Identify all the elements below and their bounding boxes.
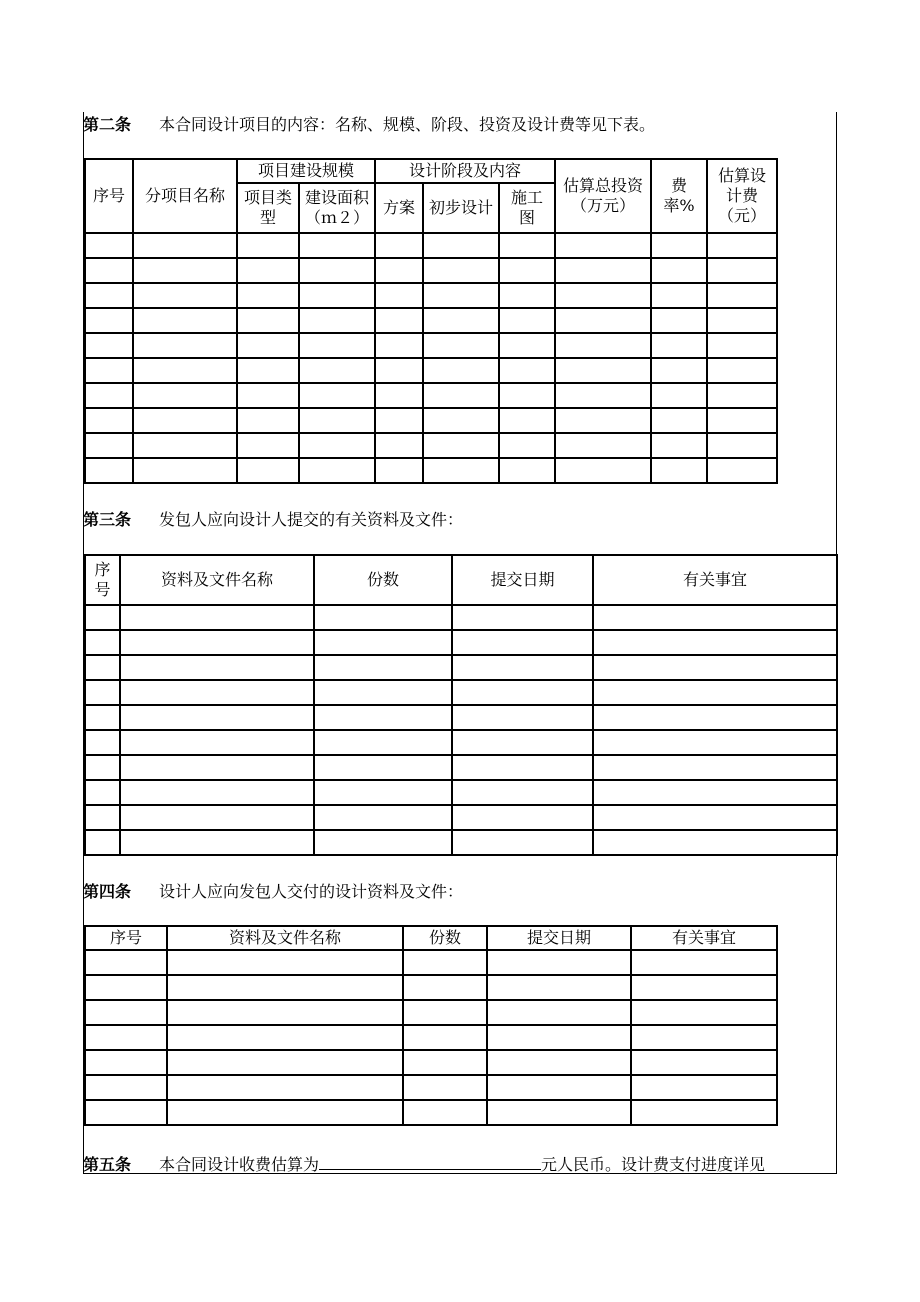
table-row — [85, 383, 777, 408]
header-copies: 份数 — [403, 926, 487, 950]
client-documents-table — [84, 554, 838, 856]
table-row — [85, 358, 777, 383]
article-2-text: 本合同设计项目的内容：名称、规模、阶段、投资及设计费等见下表。 — [159, 115, 656, 134]
header-remarks: 有关事宜 — [631, 926, 777, 950]
fee-amount-blank — [319, 1152, 541, 1170]
table-row — [85, 308, 777, 333]
table-row — [85, 730, 837, 755]
table-row — [85, 1050, 777, 1075]
article-2-heading — [83, 115, 655, 135]
header-rate: 费 率% — [651, 159, 707, 233]
header-design-fee: 估算设计费（元） — [707, 159, 777, 233]
designer-documents-table — [84, 925, 778, 1126]
table-row — [85, 283, 777, 308]
header-stage-group: 设计阶段及内容 — [375, 159, 555, 183]
article-4-heading — [83, 882, 463, 902]
article-5-text-after: 元人民币。设计费支付进度详见 — [541, 1155, 766, 1174]
article-5-number: 第五条 — [83, 1155, 132, 1174]
header-construction-drawing: 施工图 — [499, 183, 555, 233]
table-row — [85, 1000, 777, 1025]
table-row — [85, 458, 777, 483]
table-row — [85, 705, 837, 730]
article-3-heading — [83, 510, 463, 530]
article-3-text: 发包人应向设计人提交的有关资料及文件： — [159, 510, 464, 529]
header-seq: 序号 — [85, 555, 120, 605]
header-submit-date: 提交日期 — [487, 926, 631, 950]
table-row — [85, 780, 837, 805]
header-copies: 份数 — [314, 555, 452, 605]
table-row — [85, 408, 777, 433]
article-4-number: 第四条 — [83, 882, 132, 901]
header-item-name: 分项目名称 — [133, 159, 237, 233]
header-investment: 估算总投资（万元） — [555, 159, 651, 233]
header-seq: 序号 — [85, 926, 167, 950]
article-4-text: 设计人应向发包人交付的设计资料及文件： — [159, 882, 464, 901]
header-building-area: 建设面积（ｍ２） — [299, 183, 375, 233]
table-row — [85, 233, 777, 258]
header-submit-date: 提交日期 — [452, 555, 593, 605]
table-row — [85, 333, 777, 358]
table-row — [85, 950, 777, 975]
table-row — [85, 805, 837, 830]
header-scale-group: 项目建设规模 — [237, 159, 375, 183]
table-row — [85, 755, 837, 780]
table-row — [85, 655, 837, 680]
header-doc-name: 资料及文件名称 — [167, 926, 403, 950]
table-row — [85, 1025, 777, 1050]
article-3-number: 第三条 — [83, 510, 132, 529]
article-2-number: 第二条 — [83, 115, 132, 134]
table-row — [85, 605, 837, 630]
header-seq: 序号 — [85, 159, 133, 233]
table-row — [85, 258, 777, 283]
article-5-text-before: 本合同设计收费估算为 — [159, 1155, 320, 1174]
article-5-heading — [83, 1152, 765, 1175]
header-preliminary: 初步设计 — [423, 183, 499, 233]
table-row — [85, 830, 837, 855]
table-row — [85, 1100, 777, 1125]
table-row — [85, 680, 837, 705]
table-row — [85, 975, 777, 1000]
project-content-table — [84, 158, 778, 484]
header-doc-name: 资料及文件名称 — [120, 555, 314, 605]
table-row — [85, 433, 777, 458]
header-project-type: 项目类型 — [237, 183, 299, 233]
table-row — [85, 630, 837, 655]
project-content-body — [85, 233, 777, 483]
table-row — [85, 1075, 777, 1100]
header-remarks: 有关事宜 — [593, 555, 837, 605]
header-scheme: 方案 — [375, 183, 423, 233]
